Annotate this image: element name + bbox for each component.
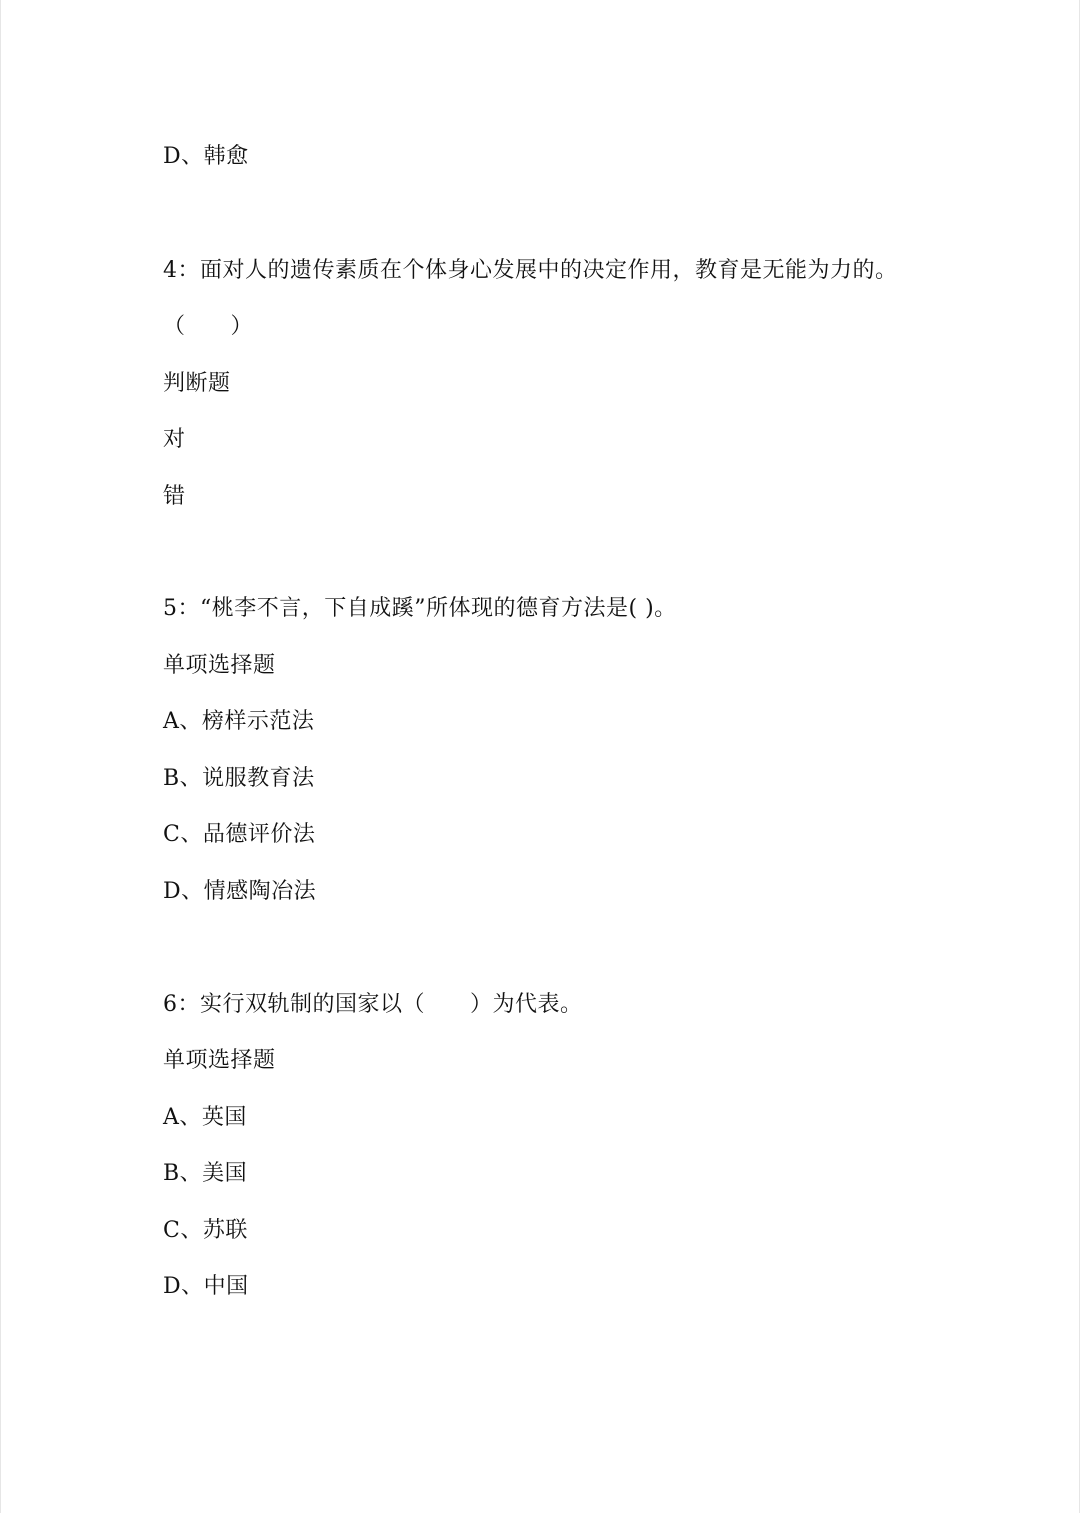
q6-option-a: A、英国 [163,1105,247,1130]
q4-type: 判断题 [163,371,231,396]
q5-option-b: B、说服教育法 [163,766,315,791]
q3-option-d: D、韩愈 [163,144,249,169]
q4-stem: 4：面对人的遗传素质在个体身心发展中的决定作用，教育是无能为力的。 [163,258,898,283]
q5-type: 单项选择题 [163,653,276,678]
q5-option-d: D、情感陶冶法 [163,879,317,904]
q6-option-b: B、美国 [163,1161,248,1186]
q6-type: 单项选择题 [163,1048,276,1073]
q6-option-d: D、中国 [163,1274,249,1299]
q6-option-c: C、苏联 [163,1218,248,1243]
q6-stem: 6：实行双轨制的国家以（ ）为代表。 [163,992,583,1017]
q4-option-false: 错 [163,484,186,509]
q5-option-a: A、榜样示范法 [163,709,315,734]
q5-stem: 5：“桃李不言，下自成蹊”所体现的德育方法是( )。 [163,596,677,621]
q4-blank: （ ） [163,314,254,339]
q4-option-true: 对 [163,427,186,452]
q5-option-c: C、品德评价法 [163,822,316,847]
